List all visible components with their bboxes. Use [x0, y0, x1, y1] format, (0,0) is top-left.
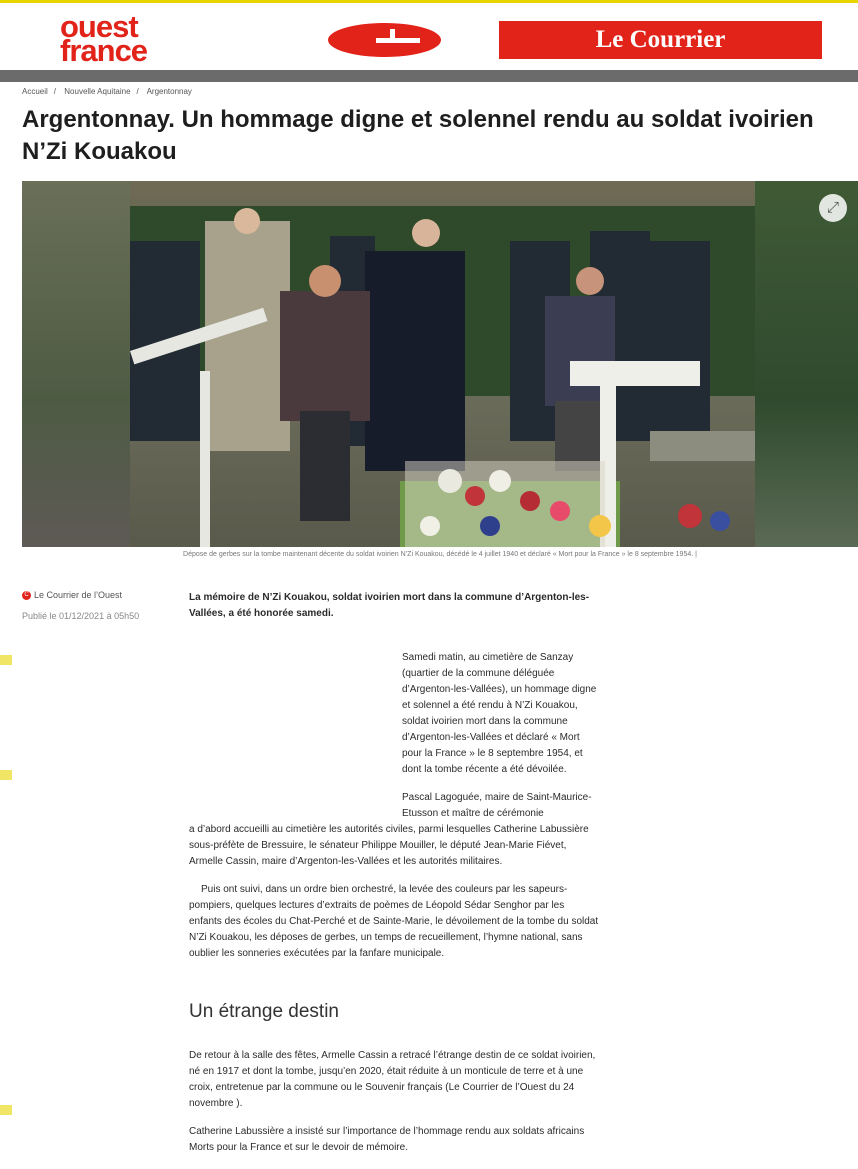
nav-bar	[0, 70, 858, 82]
ouest-france-logo[interactable]	[60, 9, 445, 68]
ceremony-photo	[130, 181, 755, 547]
publish-date: Publié le 01/12/2021 à 05h50	[22, 611, 140, 621]
breadcrumb-separator: /	[53, 87, 57, 96]
photo-blur-left	[22, 181, 130, 547]
paragraph-5: Catherine Labussière a insisté sur l’importance de l’hommage rendu aux soldats africains Morts pour la France et sur le devoir de mémoire.	[189, 1126, 585, 1153]
breadcrumb-item-nouvelle-aquitaine[interactable]: Nouvelle Aquitaine	[64, 87, 131, 96]
paragraph-3: Puis ont suivi, dans un ordre bien orchestré, la levée des couleurs par les sapeurs-pompiers, quelques lectures d’extraits de poèmes de Léopold Sédar Senghor par les enfants des écoles du Chat-Perché et de Sainte-Marie, le dévoilement de la tombe du soldat N’Zi Kouakou, les déposes de gerbes, un temps de recueillement, l’hymne national, sans oublier les sonneries exécutées par la fanfare municipale.	[189, 884, 599, 959]
courrier-source-icon: C	[22, 591, 31, 600]
source-name: Le Courrier de l’Ouest	[34, 590, 123, 600]
paragraph-2b: a d’abord accueilli au cimetière les autorités civiles, parmi lesquelles Catherine Labussière sous-préfète de Bressuire, le sénateur Philippe Mouiller, le député Jean-Marie Fiévet, Armelle Cassin, maire d’Argenton-les-Vallées et les autorités militaires.	[189, 824, 589, 867]
breadcrumb-item-argentonnay[interactable]: Argentonnay	[146, 87, 192, 96]
photo-caption: Dépose de gerbes sur la tombe maintenant décente du soldat ivoirien N’Zi Kouakou, décédé le 4 juillet 1940 et déclaré « Mort pour la France » le 8 septembre 1954. |	[183, 551, 697, 558]
paragraph-1: Samedi matin, au cimetière de Sanzay (quartier de la commune déléguée d’Argenton-les-Vallées), un hommage digne et solennel a été rendu à N’Zi Kouakou, soldat ivoirien mort dans la commune d’Argenton-les-Vallées et déclaré « Mort pour la France » le 8 septembre 1954, et dont la tombe récente a été dévoilée.	[402, 652, 597, 775]
site-header	[0, 3, 858, 70]
paragraph-4: De retour à la salle des fêtes, Armelle Cassin a retracé l’étrange destin de ce soldat ivoirien, né en 1917 et dont la tombe, jusqu’en 2020, était réduite à un monticule de terre et à une croix, entretenue par la commune ou le Souvenir français (Le Courrier de l’Ouest du 24 novembre ).	[189, 1050, 596, 1109]
article-photo[interactable]	[22, 181, 858, 547]
article-source[interactable]	[22, 590, 122, 600]
article-body-continued	[189, 1048, 602, 1168]
ouest-france-logo-text: ouest france	[60, 9, 148, 68]
article-body	[189, 590, 599, 974]
edge-decoration	[0, 655, 12, 665]
ouest-france-logo-circle	[328, 23, 441, 57]
photo-blur-right	[755, 181, 858, 547]
breadcrumb-separator: /	[136, 87, 139, 96]
breadcrumb-item-accueil[interactable]: Accueil	[22, 87, 48, 96]
edge-decoration	[0, 770, 12, 780]
expand-icon[interactable]: ⤢	[819, 194, 847, 222]
paragraph-2a: Pascal Lagoguée, maire de Saint-Maurice-Etusson et maître de cérémonie	[402, 792, 592, 819]
breadcrumb	[22, 87, 198, 96]
article-lead: La mémoire de N’Zi Kouakou, soldat ivoirien mort dans la commune d’Argenton-les-Vallées, a été honorée samedi.	[189, 592, 590, 619]
page-title: Argentonnay. Un hommage digne et solennel rendu au soldat ivoirien N’Zi Kouakou	[22, 106, 814, 165]
section-heading: Un étrange destin	[189, 1001, 339, 1022]
le-courrier-logo[interactable]: Le Courrier	[499, 21, 822, 59]
edge-decoration	[0, 1105, 12, 1115]
